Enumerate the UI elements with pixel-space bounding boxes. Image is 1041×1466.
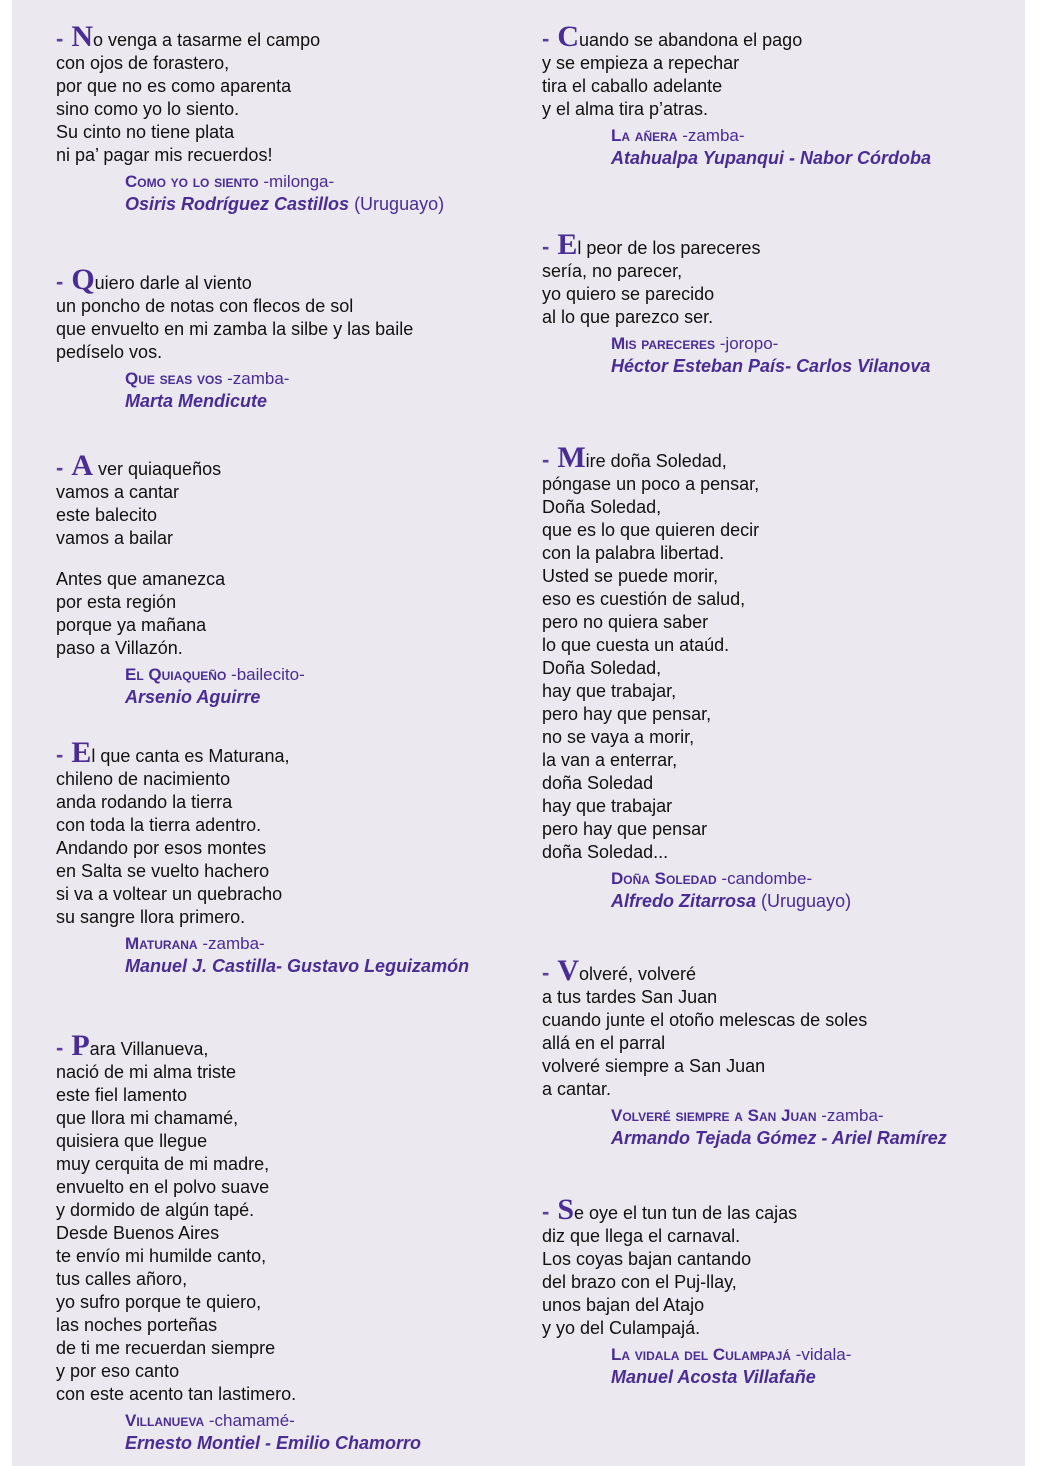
verse-line: y el alma tira p’atras.	[542, 99, 709, 119]
initial-capital: E	[557, 228, 578, 261]
initial-capital: A	[71, 449, 93, 482]
verse-dash: -	[542, 1199, 550, 1224]
verse-line: quisiera que llegue	[56, 1131, 208, 1151]
verse-line: pero no quiera saber	[542, 612, 709, 632]
song-name: La añera	[611, 126, 678, 145]
verse-line: chileno de nacimiento	[56, 769, 231, 789]
song-name: Como yo lo siento	[125, 172, 259, 191]
song-author	[125, 685, 305, 709]
verse-line: unos bajan del Atajo	[542, 1295, 705, 1315]
verse-line: por esta región	[56, 592, 177, 612]
song-name: Que seas vos	[125, 369, 223, 388]
first-line-text: olveré, volveré	[579, 964, 697, 984]
verse-line: sino como yo lo siento.	[56, 99, 240, 119]
first-line-text: o venga a tasarme el campo	[93, 30, 321, 50]
verse-line: y por eso canto	[56, 1361, 180, 1381]
verse-line: por que no es como aparenta	[56, 76, 292, 96]
first-line-text: e oye el tun tun de las cajas	[574, 1203, 798, 1223]
verse-line: con toda la tierra adentro.	[56, 815, 262, 835]
song-author	[125, 954, 469, 978]
first-line-text: uiero darle al viento	[94, 273, 252, 293]
verse-line: ni pa’ pagar mis recuerdos!	[56, 145, 273, 165]
stanza-first-line	[56, 738, 469, 768]
verse-line: diz que llega el carnaval.	[542, 1226, 741, 1246]
song-name: Doña Soledad	[611, 869, 717, 888]
verse-line: yo sufro porque te quiero,	[56, 1292, 262, 1312]
verse-line: que llora mi chamamé,	[56, 1108, 239, 1128]
verse-line: Usted se puede morir,	[542, 566, 719, 586]
song-name: Mis pareceres	[611, 334, 716, 353]
verse-line: este balecito	[56, 505, 158, 525]
verse-line: su sangre llora primero.	[56, 907, 246, 927]
song-name: Maturana	[125, 934, 198, 953]
first-line-text: ire doña Soledad,	[585, 451, 727, 471]
author-name: Manuel J. Castilla- Gustavo Leguizamón	[125, 956, 470, 976]
song-name: El Quiaqueño	[125, 665, 227, 684]
song-credit	[542, 1105, 947, 1150]
verse-line: eso es cuestión de salud,	[542, 589, 746, 609]
song-title	[611, 868, 851, 889]
verse-line: Doña Soledad,	[542, 658, 662, 678]
song-author	[611, 1365, 851, 1389]
song-genre: -chamamé-	[208, 1411, 295, 1430]
song-credit	[56, 368, 413, 413]
author-name: Ernesto Montiel - Emilio Chamorro	[125, 1433, 422, 1453]
verse-line: que envuelto en mi zamba la silbe y las baile	[56, 319, 414, 339]
song-title	[611, 125, 931, 146]
song-genre: -zamba-	[682, 126, 745, 145]
verse-line: del brazo con el Puj-llay,	[542, 1272, 737, 1292]
verse-line: a tus tardes San Juan	[542, 987, 718, 1007]
author-name: Atahualpa Yupanqui - Nabor Córdoba	[611, 148, 932, 168]
verse-dash: -	[542, 234, 550, 259]
initial-capital: M	[557, 441, 586, 474]
stanza-gap	[56, 550, 305, 568]
author-note: (Uruguayo)	[349, 194, 445, 214]
verse-line: póngase un poco a pensar,	[542, 474, 760, 494]
author-note: (Uruguayo)	[756, 891, 852, 911]
verse-line: te envío mi humilde canto,	[56, 1246, 267, 1266]
song-credit	[542, 868, 851, 913]
song-name: Villanueva	[125, 1411, 205, 1430]
initial-capital: Q	[71, 263, 95, 296]
song-author	[611, 889, 851, 913]
song-credit	[56, 933, 469, 978]
song-title	[125, 933, 469, 954]
verse-line: doña Soledad	[542, 773, 654, 793]
verse-line: vamos a bailar	[56, 528, 174, 548]
stanza-first-line	[56, 1031, 421, 1061]
verse-line: con este acento tan lastimero.	[56, 1384, 297, 1404]
verse-line: tira el caballo adelante	[542, 76, 723, 96]
verse-line: y se empieza a repechar	[542, 53, 740, 73]
verse-line: sería, no parecer,	[542, 261, 683, 281]
verse-line: Su cinto no tiene plata	[56, 122, 235, 142]
verse-line: este fiel lamento	[56, 1085, 188, 1105]
first-line-text: ara Villanueva,	[89, 1039, 209, 1059]
song-title	[125, 368, 413, 389]
author-name: Arsenio Aguirre	[125, 687, 261, 707]
song-title	[125, 1410, 421, 1431]
verse-dash: -	[542, 26, 550, 51]
song-name: Volveré siempre a San Juan	[611, 1106, 817, 1125]
song-credit	[542, 125, 931, 170]
song-genre: -vidala-	[795, 1345, 852, 1364]
verse-line: a cantar.	[542, 1079, 612, 1099]
song-genre: -milonga-	[263, 172, 335, 191]
initial-capital: P	[71, 1029, 90, 1062]
stanza	[56, 22, 444, 216]
song-title	[125, 664, 305, 685]
verse-line: envuelto en el polvo suave	[56, 1177, 270, 1197]
verse-line: no se vaya a morir,	[542, 727, 695, 747]
stanza-first-line	[542, 22, 931, 52]
lyrics-page	[12, 0, 1025, 1466]
song-genre: -bailecito-	[231, 665, 305, 684]
song-name: La vidala del Culampajá	[611, 1345, 791, 1364]
stanza	[56, 1031, 421, 1455]
stanza	[542, 956, 947, 1150]
verse-line: Doña Soledad,	[542, 497, 662, 517]
song-author	[125, 1431, 421, 1455]
verse-line: pero hay que pensar	[542, 819, 708, 839]
first-line-text: uando se abandona el pago	[579, 30, 803, 50]
song-author	[125, 192, 444, 216]
verse-line: si va a voltear un quebracho	[56, 884, 283, 904]
initial-capital: C	[557, 20, 579, 53]
verse-line: nació de mi alma triste	[56, 1062, 237, 1082]
verse-dash: -	[56, 742, 64, 767]
first-line-text: l que canta es Maturana,	[91, 746, 290, 766]
verse-line: yo quiero se parecido	[542, 284, 715, 304]
verse-dash: -	[542, 447, 550, 472]
verse-line: y dormido de algún tapé.	[56, 1200, 255, 1220]
verse-dash: -	[56, 455, 64, 480]
verse-line: paso a Villazón.	[56, 638, 183, 658]
song-author	[611, 354, 930, 378]
first-line-text: ver quiaqueños	[93, 459, 222, 479]
song-genre: -zamba-	[821, 1106, 884, 1125]
verse-line: porque ya mañana	[56, 615, 207, 635]
song-genre: -joropo-	[719, 334, 779, 353]
first-line-text: l peor de los pareceres	[577, 238, 761, 258]
stanza-first-line	[542, 1195, 851, 1225]
author-name: Armando Tejada Gómez - Ariel Ramírez	[611, 1128, 947, 1148]
song-genre: -zamba-	[227, 369, 290, 388]
song-author	[611, 1126, 947, 1150]
verse-dash: -	[542, 960, 550, 985]
verse-line: Antes que amanezca	[56, 569, 226, 589]
verse-line: con ojos de forastero,	[56, 53, 230, 73]
verse-dash: -	[56, 269, 64, 294]
stanza	[56, 451, 305, 709]
initial-capital: S	[557, 1193, 575, 1226]
author-name: Héctor Esteban País- Carlos Vilanova	[611, 356, 931, 376]
verse-line: en Salta se vuelto hachero	[56, 861, 270, 881]
stanza-first-line	[542, 443, 851, 473]
stanza-first-line	[542, 956, 947, 986]
song-title	[611, 1344, 851, 1365]
author-name: Manuel Acosta Villafañe	[611, 1367, 816, 1387]
verse-dash: -	[56, 26, 64, 51]
song-credit	[542, 333, 930, 378]
verse-line: cuando junte el otoño melescas de soles	[542, 1010, 868, 1030]
stanza	[56, 265, 413, 413]
verse-line: pedíselo vos.	[56, 342, 163, 362]
song-author	[611, 146, 931, 170]
author-name: Alfredo Zitarrosa	[611, 891, 757, 911]
song-credit	[56, 171, 444, 216]
verse-line: la van a enterrar,	[542, 750, 678, 770]
verse-line: Andando por esos montes	[56, 838, 267, 858]
verse-line: al lo que parezco ser.	[542, 307, 714, 327]
stanza	[56, 738, 469, 978]
stanza	[542, 1195, 851, 1389]
song-genre: -candombe-	[721, 869, 813, 888]
verse-line: muy cerquita de mi madre,	[56, 1154, 270, 1174]
verse-line: vamos a cantar	[56, 482, 180, 502]
verse-line: con la palabra libertad.	[542, 543, 725, 563]
verse-line: allá en el parral	[542, 1033, 666, 1053]
verse-line: que es lo que quieren decir	[542, 520, 760, 540]
verse-line: pero hay que pensar,	[542, 704, 712, 724]
song-credit	[56, 1410, 421, 1455]
verse-line: de ti me recuerdan siempre	[56, 1338, 276, 1358]
verse-line: hay que trabajar	[542, 796, 673, 816]
song-credit	[56, 664, 305, 709]
song-author	[125, 389, 413, 413]
verse-line: lo que cuesta un ataúd.	[542, 635, 730, 655]
song-title	[125, 171, 444, 192]
stanza	[542, 22, 931, 170]
stanza-first-line	[56, 22, 444, 52]
author-name: Marta Mendicute	[125, 391, 268, 411]
verse-line: hay que trabajar,	[542, 681, 677, 701]
verse-line: las noches porteñas	[56, 1315, 218, 1335]
verse-line: anda rodando la tierra	[56, 792, 233, 812]
initial-capital: V	[557, 954, 579, 987]
verse-line: volveré siempre a San Juan	[542, 1056, 766, 1076]
verse-line: tus calles añoro,	[56, 1269, 188, 1289]
stanza-first-line	[542, 230, 930, 260]
song-genre: -zamba-	[202, 934, 265, 953]
author-name: Osiris Rodríguez Castillos	[125, 194, 350, 214]
stanza	[542, 230, 930, 378]
song-title	[611, 333, 930, 354]
verse-line: doña Soledad...	[542, 842, 669, 862]
verse-line: y yo del Culampajá.	[542, 1318, 701, 1338]
initial-capital: N	[71, 20, 93, 53]
initial-capital: E	[71, 736, 92, 769]
song-title	[611, 1105, 947, 1126]
stanza-first-line	[56, 265, 413, 295]
verse-line: un poncho de notas con flecos de sol	[56, 296, 354, 316]
verse-line: Desde Buenos Aires	[56, 1223, 220, 1243]
verse-dash: -	[56, 1035, 64, 1060]
stanza	[542, 443, 851, 913]
verse-line: Los coyas bajan cantando	[542, 1249, 752, 1269]
stanza-first-line	[56, 451, 305, 481]
song-credit	[542, 1344, 851, 1389]
